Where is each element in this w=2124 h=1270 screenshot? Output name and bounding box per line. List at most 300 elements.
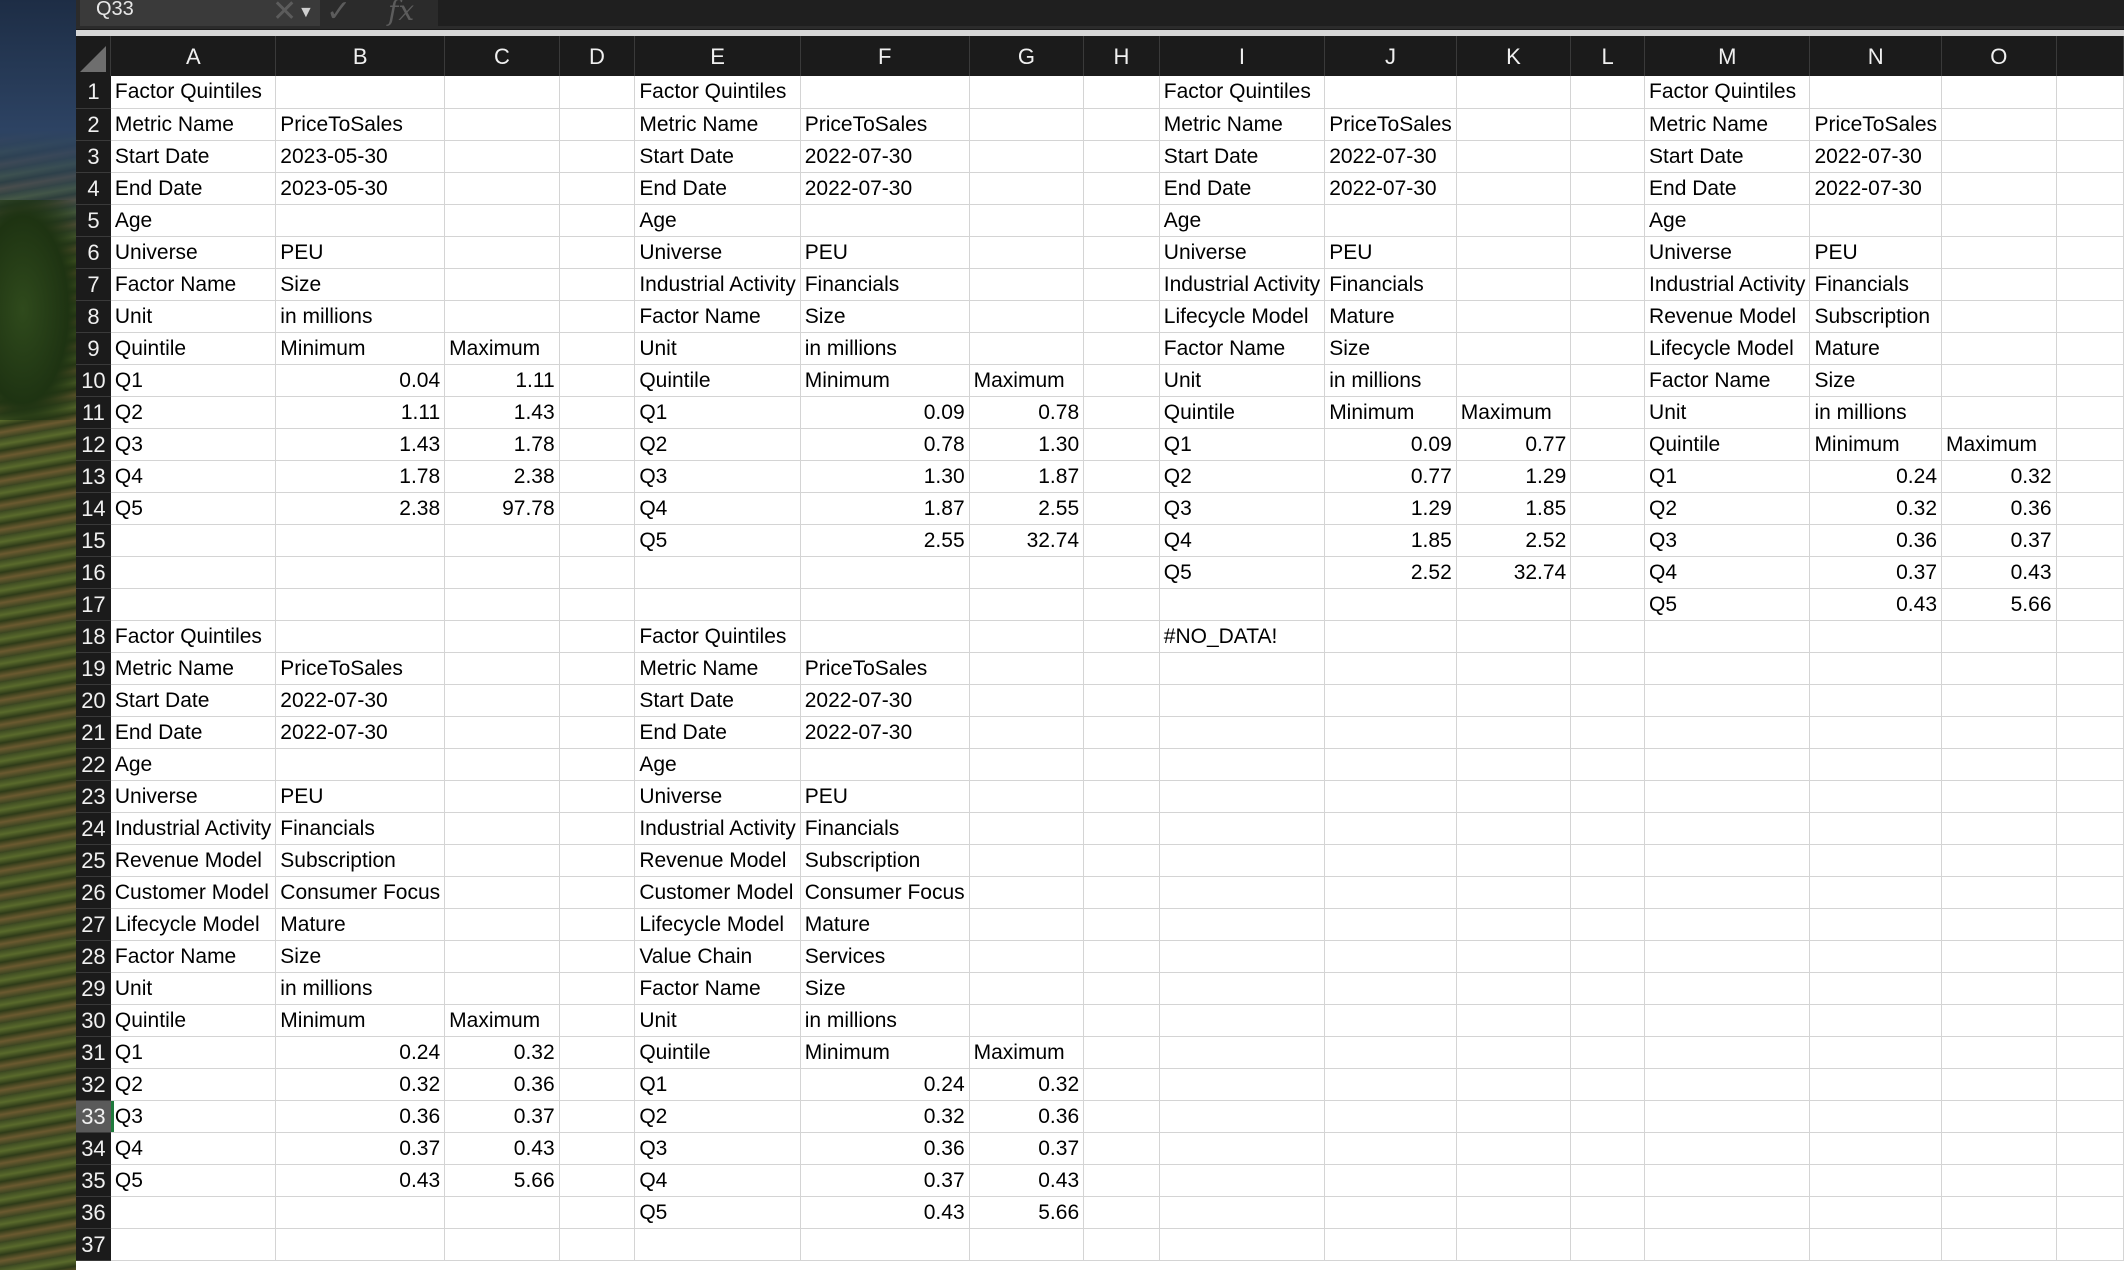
cell-g10[interactable]: Maximum: [969, 364, 1084, 396]
cell-overflow[interactable]: [2056, 204, 2124, 236]
cell-e22[interactable]: Age: [635, 748, 800, 780]
cell-m36[interactable]: [1645, 1196, 1810, 1228]
cell-f31[interactable]: Minimum: [800, 1036, 969, 1068]
row-header[interactable]: 14: [76, 492, 111, 524]
cell-k9[interactable]: [1456, 332, 1571, 364]
cell-f28[interactable]: Services: [800, 940, 969, 972]
cell-i26[interactable]: [1159, 876, 1324, 908]
cell-m21[interactable]: [1645, 716, 1810, 748]
cell-k6[interactable]: [1456, 236, 1571, 268]
cell-e5[interactable]: Age: [635, 204, 800, 236]
cell-n18[interactable]: [1810, 620, 1942, 652]
cell-a31[interactable]: Q1: [111, 1036, 276, 1068]
row-header[interactable]: 21: [76, 716, 111, 748]
cell-k18[interactable]: [1456, 620, 1571, 652]
cell-o31[interactable]: [1942, 1036, 2057, 1068]
cell-b30[interactable]: Minimum: [276, 1004, 445, 1036]
cell-i33[interactable]: [1159, 1100, 1324, 1132]
cell-b17[interactable]: [276, 588, 445, 620]
cell-b6[interactable]: PEU: [276, 236, 445, 268]
cell-overflow[interactable]: [2056, 652, 2124, 684]
column-header-m[interactable]: M: [1645, 36, 1810, 76]
cell-d36[interactable]: [559, 1196, 635, 1228]
cell-j24[interactable]: [1325, 812, 1457, 844]
cell-b19[interactable]: PriceToSales: [276, 652, 445, 684]
cell-overflow[interactable]: [2056, 140, 2124, 172]
cell-n27[interactable]: [1810, 908, 1942, 940]
cell-l17[interactable]: [1571, 588, 1645, 620]
cell-i13[interactable]: Q2: [1159, 460, 1324, 492]
cell-e37[interactable]: [635, 1228, 800, 1260]
cell-k8[interactable]: [1456, 300, 1571, 332]
cell-n35[interactable]: [1810, 1164, 1942, 1196]
cell-k33[interactable]: [1456, 1100, 1571, 1132]
cell-g5[interactable]: [969, 204, 1084, 236]
cell-d7[interactable]: [559, 268, 635, 300]
cell-e12[interactable]: Q2: [635, 428, 800, 460]
cell-i30[interactable]: [1159, 1004, 1324, 1036]
cell-m30[interactable]: [1645, 1004, 1810, 1036]
cell-m9[interactable]: Lifecycle Model: [1645, 332, 1810, 364]
cell-j25[interactable]: [1325, 844, 1457, 876]
cell-c32[interactable]: 0.36: [445, 1068, 560, 1100]
check-icon[interactable]: ✓: [326, 0, 352, 28]
cell-a12[interactable]: Q3: [111, 428, 276, 460]
row-header[interactable]: 22: [76, 748, 111, 780]
cell-m11[interactable]: Unit: [1645, 396, 1810, 428]
cell-h33[interactable]: [1084, 1100, 1160, 1132]
cell-a13[interactable]: Q4: [111, 460, 276, 492]
cell-g18[interactable]: [969, 620, 1084, 652]
cell-l33[interactable]: [1571, 1100, 1645, 1132]
cell-g31[interactable]: Maximum: [969, 1036, 1084, 1068]
cell-l30[interactable]: [1571, 1004, 1645, 1036]
cell-o11[interactable]: [1942, 396, 2057, 428]
cell-e18[interactable]: Factor Quintiles: [635, 620, 800, 652]
cell-f36[interactable]: 0.43: [800, 1196, 969, 1228]
column-header-f[interactable]: F: [800, 36, 969, 76]
cell-n4[interactable]: 2022-07-30: [1810, 172, 1942, 204]
row-header[interactable]: 1: [76, 76, 111, 108]
cell-o4[interactable]: [1942, 172, 2057, 204]
cell-l20[interactable]: [1571, 684, 1645, 716]
row-header[interactable]: 34: [76, 1132, 111, 1164]
cell-m16[interactable]: Q4: [1645, 556, 1810, 588]
cell-g13[interactable]: 1.87: [969, 460, 1084, 492]
cell-n2[interactable]: PriceToSales: [1810, 108, 1942, 140]
cell-c26[interactable]: [445, 876, 560, 908]
cell-overflow[interactable]: [2056, 300, 2124, 332]
cell-c23[interactable]: [445, 780, 560, 812]
cell-o18[interactable]: [1942, 620, 2057, 652]
cell-e29[interactable]: Factor Name: [635, 972, 800, 1004]
cell-c15[interactable]: [445, 524, 560, 556]
cell-h20[interactable]: [1084, 684, 1160, 716]
cell-a15[interactable]: [111, 524, 276, 556]
cell-a16[interactable]: [111, 556, 276, 588]
row-header[interactable]: 17: [76, 588, 111, 620]
cell-k20[interactable]: [1456, 684, 1571, 716]
cell-e4[interactable]: End Date: [635, 172, 800, 204]
cell-g16[interactable]: [969, 556, 1084, 588]
cell-d29[interactable]: [559, 972, 635, 1004]
column-header-c[interactable]: C: [445, 36, 560, 76]
cell-j8[interactable]: Mature: [1325, 300, 1457, 332]
cell-overflow[interactable]: [2056, 748, 2124, 780]
cell-m12[interactable]: Quintile: [1645, 428, 1810, 460]
cell-m3[interactable]: Start Date: [1645, 140, 1810, 172]
cell-f11[interactable]: 0.09: [800, 396, 969, 428]
cell-c7[interactable]: [445, 268, 560, 300]
cell-d33[interactable]: [559, 1100, 635, 1132]
cell-h30[interactable]: [1084, 1004, 1160, 1036]
cell-a28[interactable]: Factor Name: [111, 940, 276, 972]
cell-n13[interactable]: 0.24: [1810, 460, 1942, 492]
cell-j20[interactable]: [1325, 684, 1457, 716]
cell-m37[interactable]: [1645, 1228, 1810, 1260]
cell-n28[interactable]: [1810, 940, 1942, 972]
cell-b32[interactable]: 0.32: [276, 1068, 445, 1100]
cell-j22[interactable]: [1325, 748, 1457, 780]
cell-a7[interactable]: Factor Name: [111, 268, 276, 300]
cell-h27[interactable]: [1084, 908, 1160, 940]
cell-overflow[interactable]: [2056, 780, 2124, 812]
cell-i21[interactable]: [1159, 716, 1324, 748]
cell-c25[interactable]: [445, 844, 560, 876]
cell-f2[interactable]: PriceToSales: [800, 108, 969, 140]
cell-g22[interactable]: [969, 748, 1084, 780]
cell-k24[interactable]: [1456, 812, 1571, 844]
cell-g11[interactable]: 0.78: [969, 396, 1084, 428]
cell-b35[interactable]: 0.43: [276, 1164, 445, 1196]
cell-e13[interactable]: Q3: [635, 460, 800, 492]
cell-i4[interactable]: End Date: [1159, 172, 1324, 204]
cell-j18[interactable]: [1325, 620, 1457, 652]
cell-a20[interactable]: Start Date: [111, 684, 276, 716]
cell-g3[interactable]: [969, 140, 1084, 172]
cell-m2[interactable]: Metric Name: [1645, 108, 1810, 140]
cell-o8[interactable]: [1942, 300, 2057, 332]
cell-g9[interactable]: [969, 332, 1084, 364]
cell-overflow[interactable]: [2056, 716, 2124, 748]
cell-o22[interactable]: [1942, 748, 2057, 780]
cell-overflow[interactable]: [2056, 844, 2124, 876]
cell-o7[interactable]: [1942, 268, 2057, 300]
cell-j2[interactable]: PriceToSales: [1325, 108, 1457, 140]
cell-g14[interactable]: 2.55: [969, 492, 1084, 524]
cell-e15[interactable]: Q5: [635, 524, 800, 556]
cell-l29[interactable]: [1571, 972, 1645, 1004]
row-header[interactable]: 13: [76, 460, 111, 492]
cell-d27[interactable]: [559, 908, 635, 940]
cell-overflow[interactable]: [2056, 684, 2124, 716]
cell-b16[interactable]: [276, 556, 445, 588]
cell-k11[interactable]: Maximum: [1456, 396, 1571, 428]
cell-b15[interactable]: [276, 524, 445, 556]
cancel-icon[interactable]: ✕: [272, 0, 298, 28]
cell-k30[interactable]: [1456, 1004, 1571, 1036]
cell-l25[interactable]: [1571, 844, 1645, 876]
cell-o33[interactable]: [1942, 1100, 2057, 1132]
cell-overflow[interactable]: [2056, 396, 2124, 428]
row-header[interactable]: 2: [76, 108, 111, 140]
cell-c28[interactable]: [445, 940, 560, 972]
cell-b27[interactable]: Mature: [276, 908, 445, 940]
cell-m28[interactable]: [1645, 940, 1810, 972]
row-header[interactable]: 16: [76, 556, 111, 588]
cell-d20[interactable]: [559, 684, 635, 716]
cell-n20[interactable]: [1810, 684, 1942, 716]
cell-l9[interactable]: [1571, 332, 1645, 364]
cell-overflow[interactable]: [2056, 1100, 2124, 1132]
cell-a32[interactable]: Q2: [111, 1068, 276, 1100]
row-header[interactable]: 8: [76, 300, 111, 332]
row-header[interactable]: 32: [76, 1068, 111, 1100]
cell-i36[interactable]: [1159, 1196, 1324, 1228]
cell-l24[interactable]: [1571, 812, 1645, 844]
cell-d6[interactable]: [559, 236, 635, 268]
cell-k31[interactable]: [1456, 1036, 1571, 1068]
cell-f27[interactable]: Mature: [800, 908, 969, 940]
row-header[interactable]: 12: [76, 428, 111, 460]
cell-f18[interactable]: [800, 620, 969, 652]
cell-a37[interactable]: [111, 1228, 276, 1260]
cell-e35[interactable]: Q4: [635, 1164, 800, 1196]
cell-i35[interactable]: [1159, 1164, 1324, 1196]
cell-j10[interactable]: in millions: [1325, 364, 1457, 396]
cell-overflow[interactable]: [2056, 620, 2124, 652]
cell-l10[interactable]: [1571, 364, 1645, 396]
cell-d18[interactable]: [559, 620, 635, 652]
cell-j23[interactable]: [1325, 780, 1457, 812]
cell-c37[interactable]: [445, 1228, 560, 1260]
cell-h17[interactable]: [1084, 588, 1160, 620]
cell-n1[interactable]: [1810, 76, 1942, 108]
cell-k2[interactable]: [1456, 108, 1571, 140]
cell-j31[interactable]: [1325, 1036, 1457, 1068]
cell-e36[interactable]: Q5: [635, 1196, 800, 1228]
cell-g34[interactable]: 0.37: [969, 1132, 1084, 1164]
cell-m18[interactable]: [1645, 620, 1810, 652]
cell-m33[interactable]: [1645, 1100, 1810, 1132]
cell-h37[interactable]: [1084, 1228, 1160, 1260]
cell-m23[interactable]: [1645, 780, 1810, 812]
cell-g12[interactable]: 1.30: [969, 428, 1084, 460]
cell-e32[interactable]: Q1: [635, 1068, 800, 1100]
cell-e11[interactable]: Q1: [635, 396, 800, 428]
row-header[interactable]: 28: [76, 940, 111, 972]
cell-a5[interactable]: Age: [111, 204, 276, 236]
cell-k13[interactable]: 1.29: [1456, 460, 1571, 492]
cell-overflow[interactable]: [2056, 108, 2124, 140]
cell-g8[interactable]: [969, 300, 1084, 332]
cell-overflow[interactable]: [2056, 76, 2124, 108]
cell-i20[interactable]: [1159, 684, 1324, 716]
column-header-l[interactable]: L: [1571, 36, 1645, 76]
cell-d10[interactable]: [559, 364, 635, 396]
cell-l36[interactable]: [1571, 1196, 1645, 1228]
cell-n12[interactable]: Minimum: [1810, 428, 1942, 460]
cell-f1[interactable]: [800, 76, 969, 108]
cell-f6[interactable]: PEU: [800, 236, 969, 268]
cell-o2[interactable]: [1942, 108, 2057, 140]
chevron-down-icon[interactable]: ▼: [298, 4, 314, 21]
cell-f24[interactable]: Financials: [800, 812, 969, 844]
cell-b36[interactable]: [276, 1196, 445, 1228]
cell-overflow[interactable]: [2056, 972, 2124, 1004]
cell-a27[interactable]: Lifecycle Model: [111, 908, 276, 940]
cell-g24[interactable]: [969, 812, 1084, 844]
cell-n5[interactable]: [1810, 204, 1942, 236]
cell-j13[interactable]: 0.77: [1325, 460, 1457, 492]
cell-h1[interactable]: [1084, 76, 1160, 108]
cell-b2[interactable]: PriceToSales: [276, 108, 445, 140]
row-header[interactable]: 33: [76, 1100, 111, 1132]
column-header-k[interactable]: K: [1456, 36, 1571, 76]
cell-o20[interactable]: [1942, 684, 2057, 716]
cell-b26[interactable]: Consumer Focus: [276, 876, 445, 908]
cell-f22[interactable]: [800, 748, 969, 780]
cell-n32[interactable]: [1810, 1068, 1942, 1100]
cell-a17[interactable]: [111, 588, 276, 620]
row-header[interactable]: 6: [76, 236, 111, 268]
cell-i19[interactable]: [1159, 652, 1324, 684]
cell-overflow[interactable]: [2056, 236, 2124, 268]
column-header-d[interactable]: D: [559, 36, 635, 76]
cell-i31[interactable]: [1159, 1036, 1324, 1068]
cell-h36[interactable]: [1084, 1196, 1160, 1228]
cell-overflow[interactable]: [2056, 428, 2124, 460]
cell-e2[interactable]: Metric Name: [635, 108, 800, 140]
cell-b18[interactable]: [276, 620, 445, 652]
cell-g26[interactable]: [969, 876, 1084, 908]
cell-c4[interactable]: [445, 172, 560, 204]
cell-j1[interactable]: [1325, 76, 1457, 108]
cell-o5[interactable]: [1942, 204, 2057, 236]
cell-h31[interactable]: [1084, 1036, 1160, 1068]
cell-d9[interactable]: [559, 332, 635, 364]
cell-h15[interactable]: [1084, 524, 1160, 556]
cell-l34[interactable]: [1571, 1132, 1645, 1164]
cell-l5[interactable]: [1571, 204, 1645, 236]
cell-c31[interactable]: 0.32: [445, 1036, 560, 1068]
cell-k26[interactable]: [1456, 876, 1571, 908]
cell-k28[interactable]: [1456, 940, 1571, 972]
cell-b23[interactable]: PEU: [276, 780, 445, 812]
cell-j32[interactable]: [1325, 1068, 1457, 1100]
cell-h29[interactable]: [1084, 972, 1160, 1004]
cell-i14[interactable]: Q3: [1159, 492, 1324, 524]
cell-a26[interactable]: Customer Model: [111, 876, 276, 908]
cell-overflow[interactable]: [2056, 1164, 2124, 1196]
cell-c12[interactable]: 1.78: [445, 428, 560, 460]
cell-k1[interactable]: [1456, 76, 1571, 108]
cell-n37[interactable]: [1810, 1228, 1942, 1260]
cell-a30[interactable]: Quintile: [111, 1004, 276, 1036]
cell-n23[interactable]: [1810, 780, 1942, 812]
cell-i8[interactable]: Lifecycle Model: [1159, 300, 1324, 332]
cell-h5[interactable]: [1084, 204, 1160, 236]
cell-n7[interactable]: Financials: [1810, 268, 1942, 300]
cell-l21[interactable]: [1571, 716, 1645, 748]
cell-e21[interactable]: End Date: [635, 716, 800, 748]
cell-e3[interactable]: Start Date: [635, 140, 800, 172]
column-header-i[interactable]: I: [1159, 36, 1324, 76]
cell-c29[interactable]: [445, 972, 560, 1004]
cell-b14[interactable]: 2.38: [276, 492, 445, 524]
cell-a9[interactable]: Quintile: [111, 332, 276, 364]
cell-o32[interactable]: [1942, 1068, 2057, 1100]
cell-g21[interactable]: [969, 716, 1084, 748]
cell-overflow[interactable]: [2056, 332, 2124, 364]
cell-n26[interactable]: [1810, 876, 1942, 908]
cell-o15[interactable]: 0.37: [1942, 524, 2057, 556]
cell-e7[interactable]: Industrial Activity: [635, 268, 800, 300]
cell-o24[interactable]: [1942, 812, 2057, 844]
cell-h32[interactable]: [1084, 1068, 1160, 1100]
cell-c14[interactable]: 97.78: [445, 492, 560, 524]
cell-e6[interactable]: Universe: [635, 236, 800, 268]
cell-d28[interactable]: [559, 940, 635, 972]
cell-o13[interactable]: 0.32: [1942, 460, 2057, 492]
cell-a3[interactable]: Start Date: [111, 140, 276, 172]
cell-m25[interactable]: [1645, 844, 1810, 876]
row-header[interactable]: 20: [76, 684, 111, 716]
cell-c24[interactable]: [445, 812, 560, 844]
cell-j29[interactable]: [1325, 972, 1457, 1004]
cell-j7[interactable]: Financials: [1325, 268, 1457, 300]
cell-o26[interactable]: [1942, 876, 2057, 908]
cell-j28[interactable]: [1325, 940, 1457, 972]
cell-e30[interactable]: Unit: [635, 1004, 800, 1036]
cell-i10[interactable]: Unit: [1159, 364, 1324, 396]
cell-j35[interactable]: [1325, 1164, 1457, 1196]
cell-h21[interactable]: [1084, 716, 1160, 748]
cell-e19[interactable]: Metric Name: [635, 652, 800, 684]
cell-e24[interactable]: Industrial Activity: [635, 812, 800, 844]
cell-a21[interactable]: End Date: [111, 716, 276, 748]
cell-j33[interactable]: [1325, 1100, 1457, 1132]
cell-l37[interactable]: [1571, 1228, 1645, 1260]
cell-h2[interactable]: [1084, 108, 1160, 140]
cell-h18[interactable]: [1084, 620, 1160, 652]
cell-h23[interactable]: [1084, 780, 1160, 812]
cell-d11[interactable]: [559, 396, 635, 428]
cell-g36[interactable]: 5.66: [969, 1196, 1084, 1228]
column-header-g[interactable]: G: [969, 36, 1084, 76]
cell-e17[interactable]: [635, 588, 800, 620]
cell-o21[interactable]: [1942, 716, 2057, 748]
cell-h25[interactable]: [1084, 844, 1160, 876]
cell-h9[interactable]: [1084, 332, 1160, 364]
row-header[interactable]: 24: [76, 812, 111, 844]
cell-j37[interactable]: [1325, 1228, 1457, 1260]
cell-g33[interactable]: 0.36: [969, 1100, 1084, 1132]
cell-o28[interactable]: [1942, 940, 2057, 972]
cell-d16[interactable]: [559, 556, 635, 588]
cell-n19[interactable]: [1810, 652, 1942, 684]
cell-f17[interactable]: [800, 588, 969, 620]
cell-g29[interactable]: [969, 972, 1084, 1004]
row-header[interactable]: 37: [76, 1228, 111, 1260]
cell-h11[interactable]: [1084, 396, 1160, 428]
cell-overflow[interactable]: [2056, 364, 2124, 396]
cell-i32[interactable]: [1159, 1068, 1324, 1100]
row-header[interactable]: 7: [76, 268, 111, 300]
cell-j3[interactable]: 2022-07-30: [1325, 140, 1457, 172]
cell-m22[interactable]: [1645, 748, 1810, 780]
cell-n14[interactable]: 0.32: [1810, 492, 1942, 524]
